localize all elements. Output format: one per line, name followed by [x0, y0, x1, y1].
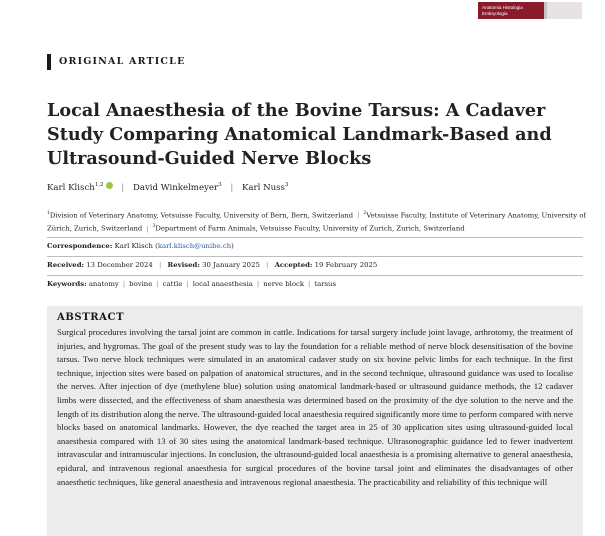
- correspondence-email-link[interactable]: karl.klisch@unibe.ch: [157, 242, 232, 250]
- journal-logo: [478, 2, 582, 19]
- journal-logo-text: [478, 2, 544, 19]
- received-date: 13 December 2024: [86, 261, 153, 269]
- accepted-label: Accepted:: [274, 261, 313, 269]
- author-affiliation-ref: 3: [284, 182, 289, 189]
- correspondence-name: Karl Klisch: [114, 242, 153, 250]
- keywords-label: Keywords:: [47, 280, 87, 288]
- affiliation-number: 1: [47, 211, 50, 216]
- journal-logo-band: [544, 2, 582, 19]
- revised-label: Revised:: [167, 261, 200, 269]
- author-separator: |: [121, 183, 125, 193]
- abstract-box: [47, 306, 583, 536]
- divider: [47, 275, 583, 276]
- abstract-heading: ABSTRACT: [57, 312, 125, 323]
- divider: [47, 237, 583, 238]
- affiliation-text: Department of Farm Animals, Vetsuisse Faculty, University of Zurich, Zurich, Switzerland: [155, 224, 465, 233]
- keyword-separator: |: [308, 280, 311, 288]
- affiliation-separator: |: [146, 224, 149, 233]
- abstract-text: Surgical procedures involving the tarsal joint are common in cattle. Indications for tarsal surgery include joint lavage, arthrotomy, the treatment of injuries, and hygromas. The goal of the present study was to lay the foundation for a reliable method of nerve block desensitisation of the bovine tarsus. Two nerve block techniques were simulated in an anatomical cadaver study on six bovine pelvic limbs for each technique. In the first technique, injection sites were based on palpation of anatomical structures, and in the second technique, ultrasound guidance was used to localise the nerves. After injection of dye (methylene blue) solution using anatomical landmark-based or ultrasound guidance methods, the 12 cadaver limbs were dissected, and the effectiveness of sham anaesthesia was determined based on the proximity of the dye solution to the nerve and the length of its distribution along the nerve. The ultrasound-guided local anaesthesia required significantly more time to perform compared with nerve blocks based on anatomical landmarks. However, the dye reached the target area in 25 of 30 application sites using ultrasound-guided local anaesthesia compared with 13 of 30 sites using the anatomical landmark-based technique. Ultrasonographic guidance led to fewer inadvertent intravascular and intramuscular injections. In conclusion, the ultrasound-guided local anaesthesia is a promising alternative to general anaesthesia, epidural, and intravenous regional anaesthesia for surgical procedures of the bovine tarsal joint and eliminates the disadvantages of other anaesthetic techniques, like general anaesthesia and intravenous regional anaesthesia. The practicability and reliability of this technique will: [57, 327, 573, 487]
- author-separator: |: [230, 183, 234, 193]
- article-type-label: ORIGINAL ARTICLE: [47, 54, 186, 70]
- author-affiliation-ref: 3: [218, 182, 222, 189]
- date-separator: |: [159, 261, 162, 269]
- keyword-separator: |: [122, 280, 126, 288]
- correspondence-label: Correspondence:: [47, 242, 113, 250]
- keyword: tarsus: [314, 280, 337, 288]
- journal-logo-line2: Embryologia: [482, 10, 508, 16]
- accepted-date: 19 February 2025: [314, 261, 378, 269]
- author-name[interactable]: Karl Nuss: [241, 183, 285, 193]
- keyword: cattle: [162, 280, 183, 288]
- author-name[interactable]: Karl Klisch: [47, 183, 95, 193]
- revised-date: 30 January 2025: [202, 261, 260, 269]
- keyword-separator: |: [256, 280, 260, 288]
- author-list: [47, 182, 288, 193]
- affiliation-text: Division of Veterinary Anatomy, Vetsuisse Faculty, University of Bern, Bern, Switzerland: [49, 211, 354, 220]
- orcid-icon[interactable]: [106, 182, 113, 189]
- keywords-line: [47, 280, 336, 288]
- affiliations: [47, 208, 587, 235]
- article-title: Local Anaesthesia of the Bovine Tarsus: A Cadaver Study Comparing Anatomical Landmark-Based and Ultrasound-Guided Nerve Blocks: [47, 100, 552, 169]
- author-affiliation-ref: 1,2: [94, 182, 104, 189]
- received-label: Received:: [47, 261, 85, 269]
- author-name[interactable]: David Winkelmeyer: [132, 183, 219, 193]
- affiliation-separator: |: [357, 211, 360, 220]
- correspondence-line: Correspondence: Karl Klisch (karl.klisch@unibe.ch): [47, 242, 234, 250]
- date-separator: |: [266, 261, 269, 269]
- keyword-separator: |: [156, 280, 159, 288]
- keyword-separator: |: [186, 280, 189, 288]
- divider: [47, 256, 583, 257]
- affiliation-text: Vetsuisse Faculty, Institute of Veterinary Anatomy, University of Zürich, Zurich, Switzerland: [47, 211, 586, 233]
- dates-line: [47, 261, 377, 269]
- keyword: nerve block: [263, 280, 305, 288]
- keyword: anatomy: [88, 280, 119, 288]
- affiliation-number: 2: [363, 211, 367, 216]
- keyword: local anaesthesia: [192, 280, 253, 288]
- journal-logo-line1: Anatomia Histologia: [482, 5, 523, 10]
- affiliation-number: 3: [152, 224, 156, 230]
- keyword: bovine: [129, 280, 153, 288]
